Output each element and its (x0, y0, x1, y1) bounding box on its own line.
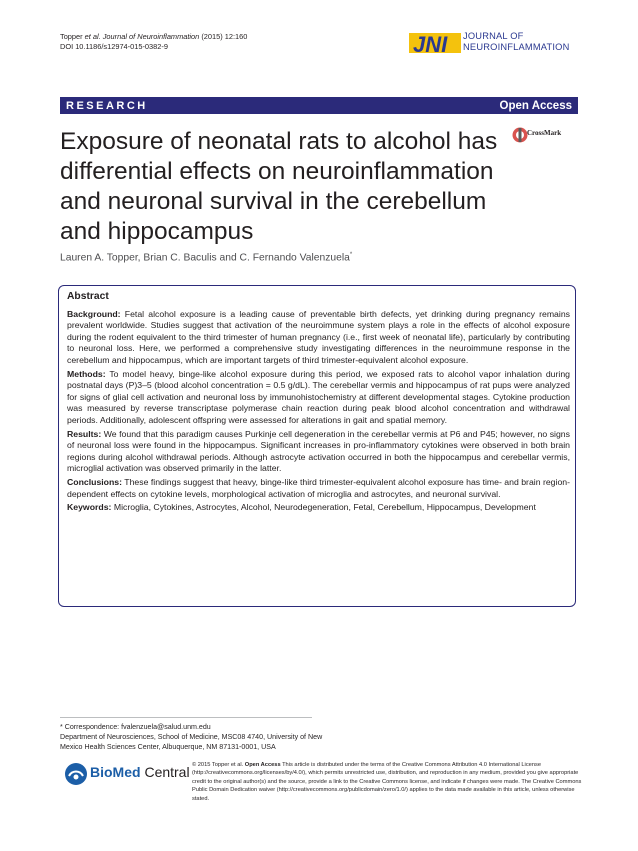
publisher-name-biomed: BioMed (90, 764, 141, 780)
abstract (67, 291, 570, 516)
methods-text: To model heavy, binge-like alcohol exposure during this period, we exposed rats to alcohol vapor inhalation during postnatal days (P)3–5 (blood alcohol concentration = 0.5 g/dL). The cerebellar vermis and hippocampus of rat pups were analyzed for signs of glial cell activation and neuronal loss by immunohistochemistry at different developmental stages. Cytokine production was measured by reverse transcriptase polymerase chain reaction during peak blood alcohol concentration and withdrawal periods. Additionally, adolescent offspring were assessed for alterations in gait and spatial memory. (67, 368, 570, 425)
keywords-label: Keywords: (67, 502, 112, 513)
correspondence-email[interactable]: * Correspondence: fvalenzuela@salud.unm.edu (60, 723, 211, 731)
background-label: Background: (67, 308, 121, 319)
doi: DOI 10.1186/s12974-015-0382-9 (60, 42, 168, 51)
open-access-label: Open Access (499, 99, 572, 112)
results-text: We found that this paradigm causes Purkinje cell degeneration in the cerebellar vermis at P6 and P45; however, no signs of neuronal loss were found in the hippocampus. Significant increases in pro-inflammatory cytokines were observed in both brain regions during alcohol withdrawal periods. Although astrocyte activation occurred in both the hippocampus and cerebellar vermis, microglial activation was observed primarily in the latter. (67, 428, 570, 474)
corresponding-author-mark: * (349, 252, 353, 258)
abstract-background (67, 309, 570, 367)
affiliation: Department of Neurosciences, School of Medicine, MSC08 4740, University of New Mexico Health Sciences Center, Albuquerque, NM 87131-0001, USA (60, 733, 323, 751)
keywords-text: Microglia, Cytokines, Astrocytes, Alcohol, Neurodegeneration, Fetal, Cerebellum, Hippocampus, Development (111, 502, 536, 513)
article-title: Exposure of neonatal rats to alcohol has differential effects on neuroinflammation and neuronal survival in the cerebellum and hippocampus (60, 128, 498, 245)
publisher-name-central: Central (140, 764, 190, 780)
journal-name-line1: JOURNAL OF (463, 31, 524, 41)
citation-journal: et al. Journal of Neuroinflammation (84, 32, 200, 41)
abstract-keywords (67, 502, 570, 514)
license-text (192, 761, 584, 803)
journal-name (463, 31, 570, 53)
abstract-heading: Abstract (67, 291, 109, 302)
footnote-divider (60, 717, 312, 718)
conclusions-text: These findings suggest that heavy, binge-like third trimester-equivalent alcohol exposure has time- and brain region-dependent effects on cytokine levels, morphological activation of microglia and astrocytes, and neuronal survival. (67, 476, 570, 499)
publisher-name (90, 764, 190, 780)
license-prefix: © 2015 Topper et al. (192, 762, 245, 768)
biomed-central-logo-icon (64, 762, 88, 786)
citation (60, 32, 247, 52)
authors-list: Lauren A. Topper, Brian C. Baculis and C. Fernando Valenzuela (60, 252, 350, 264)
journal-name-line2: NEUROINFLAMMATION (463, 42, 570, 52)
article-type-label: RESEARCH (66, 99, 148, 112)
abstract-methods (67, 369, 570, 427)
license-body: This article is distributed under the terms of the Creative Commons Attribution 4.0 International License (http://creativecommons.org/licenses/by/4.0/), which permits unrestricted use, distribution, and reproduction in any medium, provided you give appropriate credit to the original author(s) and the source, provide a link to the Creative Commons license, and indicate if changes were made. The Creative Commons Public Domain Dedication waiver (http://creativecommons.org/publicdomain/zero/1.0/) applies to the data made available in this article, unless otherwise stated. (192, 762, 582, 802)
article-type-bar (60, 97, 578, 114)
authors (60, 252, 352, 263)
journal-logo-text: JNI (413, 32, 448, 57)
citation-authors: Topper (60, 32, 85, 41)
crossmark-label: CrossMark (527, 129, 562, 137)
citation-volume: (2015) 12:160 (199, 32, 248, 41)
license-open-access: Open Access (244, 762, 281, 768)
conclusions-label: Conclusions: (67, 476, 123, 487)
methods-label: Methods: (67, 368, 106, 379)
correspondence (60, 722, 330, 752)
results-label: Results: (67, 428, 102, 439)
journal-logo (409, 28, 461, 58)
abstract-results (67, 429, 570, 475)
background-text: Fetal alcohol exposure is a leading cause of preventable birth defects, yet drinking during pregnancy remains prevalent worldwide. Studies suggest that activation of the neuroimmune system plays a role in the effects of alcohol exposure during the rodent equivalent to the third trimester of human pregnancy (i.e., first week of neonatal life), particularly by contributing to neuronal loss. Here, we performed a comprehensive study investigating differences in the neuroimmune response in the cerebellum and hippocampus, which are important targets of third trimester-equivalent alcohol exposure. (67, 308, 570, 365)
abstract-conclusions (67, 477, 570, 500)
